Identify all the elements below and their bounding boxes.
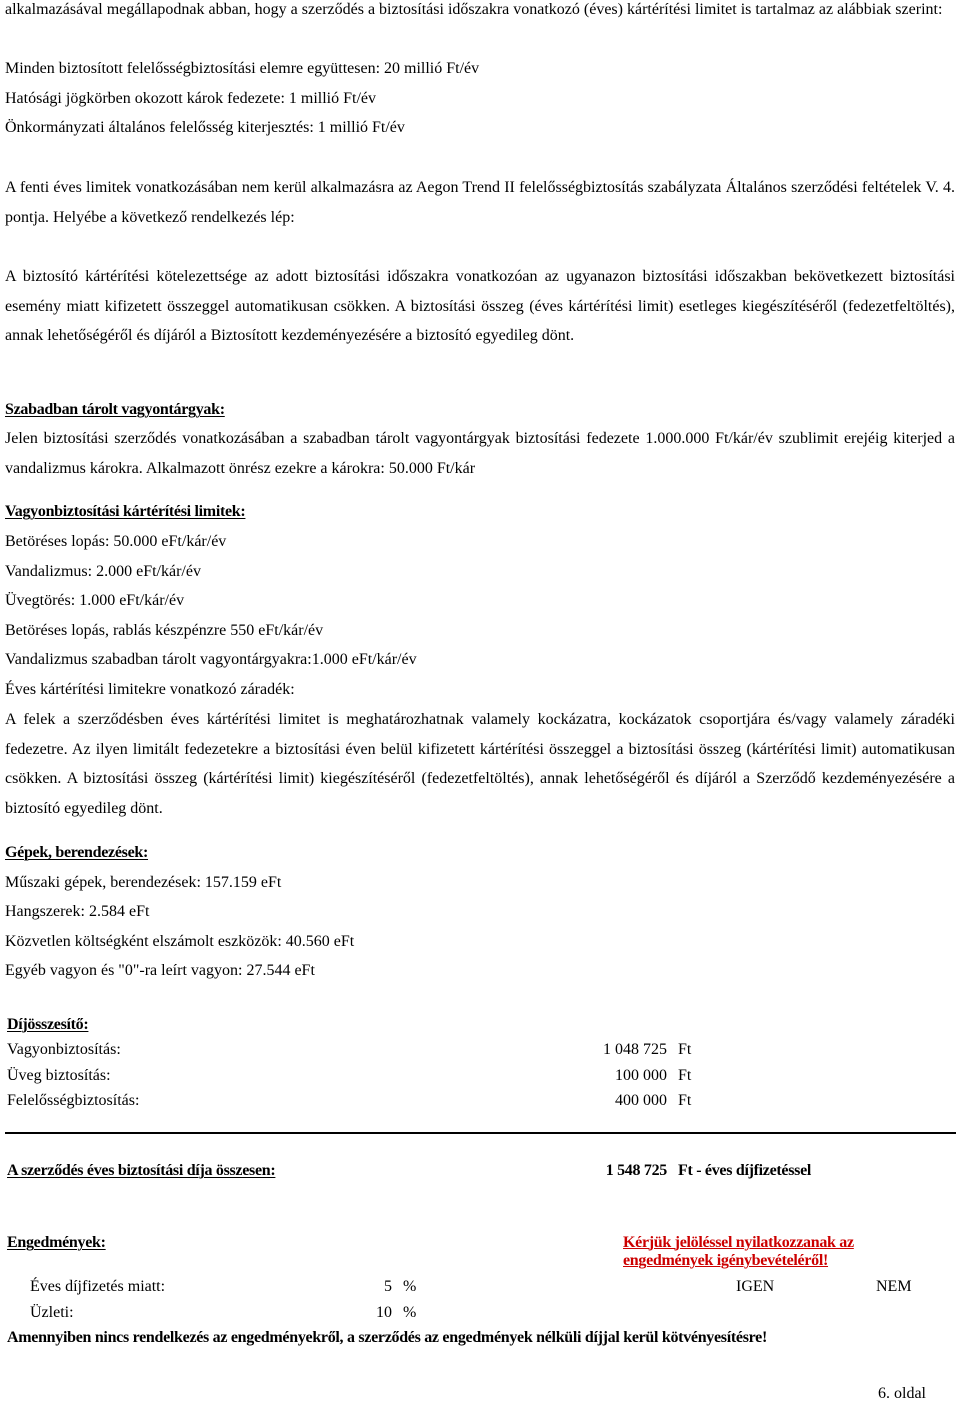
fee-row-label: Üveg biztosítás: (7, 1067, 111, 1084)
fee-row-unit: Ft (678, 1067, 692, 1084)
fees-heading: Díjösszesítő: (7, 1016, 89, 1033)
total-divider (5, 1132, 956, 1134)
discount-warning: Amennyiben nincs rendelkezés az engedményekről, a szerződés az engedmények nélküli díjjal kerül kötvényesítésre! (7, 1329, 767, 1346)
outdoor-assets-paragraph: Jelen biztosítási szerződés vonatkozásában a szabadban tárolt vagyontárgyak biztosítási fedezete 1.000.000 Ft/kár/év szublimit erejéig kiterjed a vandalizmus károkra. Alkalmazott önrész ezekre a károkra: 50.000 Ft/kár (5, 430, 955, 477)
discount-row-label: Üzleti: (30, 1304, 74, 1321)
fee-row-unit: Ft (678, 1041, 692, 1058)
discount-notice-line: engedmények igénybevételéről! (623, 1252, 829, 1269)
machine-line: Műszaki gépek, berendezések: 157.159 eFt (5, 874, 282, 891)
total-label: A szerződés éves biztosítási díja összesen: (7, 1162, 276, 1179)
property-limit-line: Betöréses lopás: 50.000 eFt/kár/év (5, 533, 227, 550)
annual-limit-clause-title: Éves kártérítési limitekre vonatkozó záradék: (5, 681, 295, 698)
fee-row-label: Vagyonbiztosítás: (7, 1041, 121, 1058)
discount-no-option[interactable]: NEM (876, 1278, 912, 1295)
property-limit-line: Üvegtörés: 1.000 eFt/kár/év (5, 592, 185, 609)
discount-row-value: 5 (384, 1278, 392, 1295)
property-limit-line: Vandalizmus: 2.000 eFt/kár/év (5, 563, 201, 580)
discount-row-label: Éves díjfizetés miatt: (30, 1278, 166, 1295)
discount-row-value: 10 (376, 1304, 392, 1321)
limit-line: Hatósági jögkörben okozott károk fedezete: 1 millió Ft/év (5, 90, 377, 107)
total-amount: 1 548 725 (605, 1162, 667, 1179)
machine-line: Egyéb vagyon és "0"-ra leírt vagyon: 27.544 eFt (5, 962, 315, 979)
intro-paragraph: alkalmazásával megállapodnak abban, hogy a szerződés a biztosítási időszakra vonatkozó (éves) kártérítési limitet is tartalmaz az alábbiak szerint: (5, 1, 943, 18)
fee-row-unit: Ft (678, 1092, 692, 1109)
discount-notice-line: Kérjük jelöléssel nyilatkozzanak az (623, 1234, 854, 1251)
annual-limit-clause: A felek a szerződésben éves kártérítési limitet is meghatározhatnak valamely kockázatra, kockázatok csoportjára és/vagy valamely záradéki fedezetre. Az ilyen limitált fedezetekre a biztosítási éven belül kifizetett kártérítési összeggel a biztosítási összeg (kártérítési limit) automatikusan csökken. A biztosítási összeg (kártérítési limit) kiegészítéséről (fedezetfeltöltés), annak lehetőségéről és díjáról a Szerződő kezdeményezésére a biztosító egyedileg dönt. (5, 711, 955, 817)
total-suffix: Ft - éves díjfizetéssel (678, 1162, 812, 1179)
fee-row-amount: 1 048 725 (603, 1041, 667, 1058)
limit-line: Önkormányzati általános felelősség kiterjesztés: 1 millió Ft/év (5, 119, 405, 136)
page-number: 6. oldal (878, 1385, 926, 1402)
outdoor-assets-heading: Szabadban tárolt vagyontárgyak: (5, 401, 225, 418)
aegon-paragraph: A fenti éves limitek vonatkozásában nem kerül alkalmazásra az Aegon Trend II felelősségbiztosítás szabályzata Általános szerződési feltételek V. 4. pontja. Helyébe a következő rendelkezés lép: (5, 179, 955, 226)
discount-row-unit: % (403, 1304, 417, 1321)
machines-heading: Gépek, berendezések: (5, 844, 149, 861)
discounts-heading: Engedmények: (7, 1234, 106, 1251)
property-limit-line: Vandalizmus szabadban tárolt vagyontárgyakra:1.000 eFt/kár/év (5, 651, 417, 668)
machine-line: Hangszerek: 2.584 eFt (5, 903, 150, 920)
property-limits-heading: Vagyonbiztosítási kártérítési limitek: (5, 503, 246, 520)
discount-row-unit: % (403, 1278, 417, 1295)
machine-line: Közvetlen költségként elszámolt eszközök: 40.560 eFt (5, 933, 355, 950)
fee-row-amount: 100 000 (615, 1067, 667, 1084)
property-limit-line: Betöréses lopás, rablás készpénzre 550 eFt/kár/év (5, 622, 324, 639)
fee-row-label: Felelősségbiztosítás: (7, 1092, 140, 1109)
insurer-obligation-paragraph: A biztosító kártérítési kötelezettsége az adott biztosítási időszakra vonatkozóan az ugyanazon biztosítási időszakban bekövetkezett biztosítási esemény miatt kifizetett összeggel automatikusan csökken. A biztosítási összeg (éves kártérítési limit) esetleges kiegészítéséről (fedezetfeltöltés), annak lehetőségéről és díjáról a Biztosított kezdeményezésére a biztosító egyedileg dönt. (5, 268, 955, 344)
fee-row-amount: 400 000 (615, 1092, 667, 1109)
discount-yes-option[interactable]: IGEN (736, 1278, 775, 1295)
limit-line: Minden biztosított felelősségbiztosítási elemre együttesen: 20 millió Ft/év (5, 60, 480, 77)
